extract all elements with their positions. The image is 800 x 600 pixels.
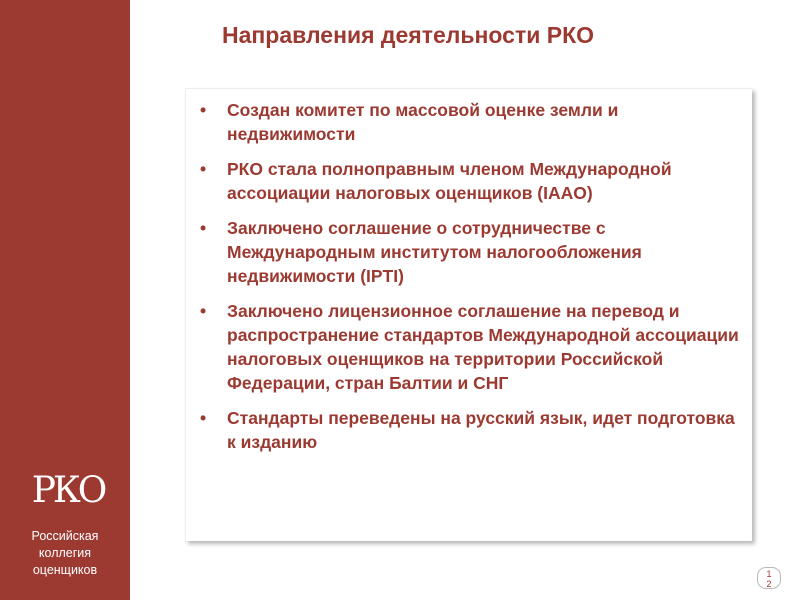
- bullet-item: [200, 216, 740, 288]
- org-name-line1: Российская коллегия: [31, 529, 99, 560]
- bullet-text: РКО стала полноправным членом Международной ассоциации налоговых оценщиков (IAAO): [227, 159, 672, 203]
- bullet-text: Заключено лицензионное соглашение на перевод и распространение стандартов Международной ассоциации налоговых оценщиков на территории Российской Федерации, стран Балтии и СНГ: [227, 301, 739, 393]
- bullet-text: Стандарты переведены на русский язык, идет подготовка к изданию: [227, 408, 735, 452]
- bullet-text: Заключено соглашение о сотрудничестве с Международным институтом налогообложения недвижимости (IPTI): [227, 218, 642, 286]
- bullet-list: [200, 98, 740, 465]
- bullet-icon: •: [200, 159, 207, 179]
- bullet-icon: •: [200, 100, 207, 120]
- page-number-top: 1: [766, 569, 772, 579]
- logo-text: РКО: [31, 470, 105, 511]
- content-box: [185, 88, 752, 541]
- bullet-item: [200, 406, 740, 454]
- bullet-icon: •: [200, 408, 207, 428]
- slide-title: Направления деятельности РКО: [222, 22, 595, 48]
- bullet-text: Создан комитет по массовой оценке земли и недвижимости: [227, 100, 619, 144]
- page-number-bottom: 2: [766, 579, 772, 589]
- bullet-item: [200, 98, 740, 146]
- org-name-line2: оценщиков: [32, 563, 98, 577]
- bullet-icon: •: [200, 301, 207, 321]
- bullet-icon: •: [200, 218, 207, 238]
- page-number-badge: [757, 567, 781, 589]
- rko-logo-icon: [31, 462, 105, 512]
- bullet-item: [200, 157, 740, 205]
- org-name: [6, 528, 124, 579]
- bullet-item: [200, 299, 740, 395]
